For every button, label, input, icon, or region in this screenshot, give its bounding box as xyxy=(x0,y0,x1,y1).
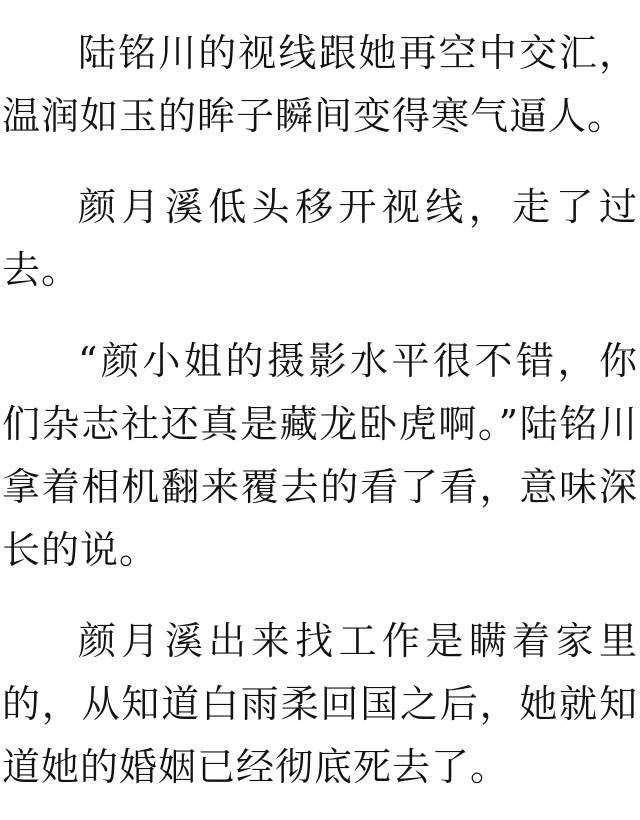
novel-text-block xyxy=(2,22,638,799)
paragraph: 颜月溪出来找工作是瞒着家里的，从知道白雨柔回国之后，她就知道她的婚姻已经彻底死去了。 xyxy=(2,619,638,789)
paragraph: “颜小姐的摄影水平很不错，你们杂志社还真是藏龙卧虎啊。”陆铭川拿着相机翻来覆去的看了看，意味深长的说。 xyxy=(2,339,638,572)
paragraph: 颜月溪低头移开视线，走了过去。 xyxy=(2,185,638,292)
paragraph: 陆铭川的视线跟她再空中交汇，温润如玉的眸子瞬间变得寒气逼人。 xyxy=(2,31,638,138)
